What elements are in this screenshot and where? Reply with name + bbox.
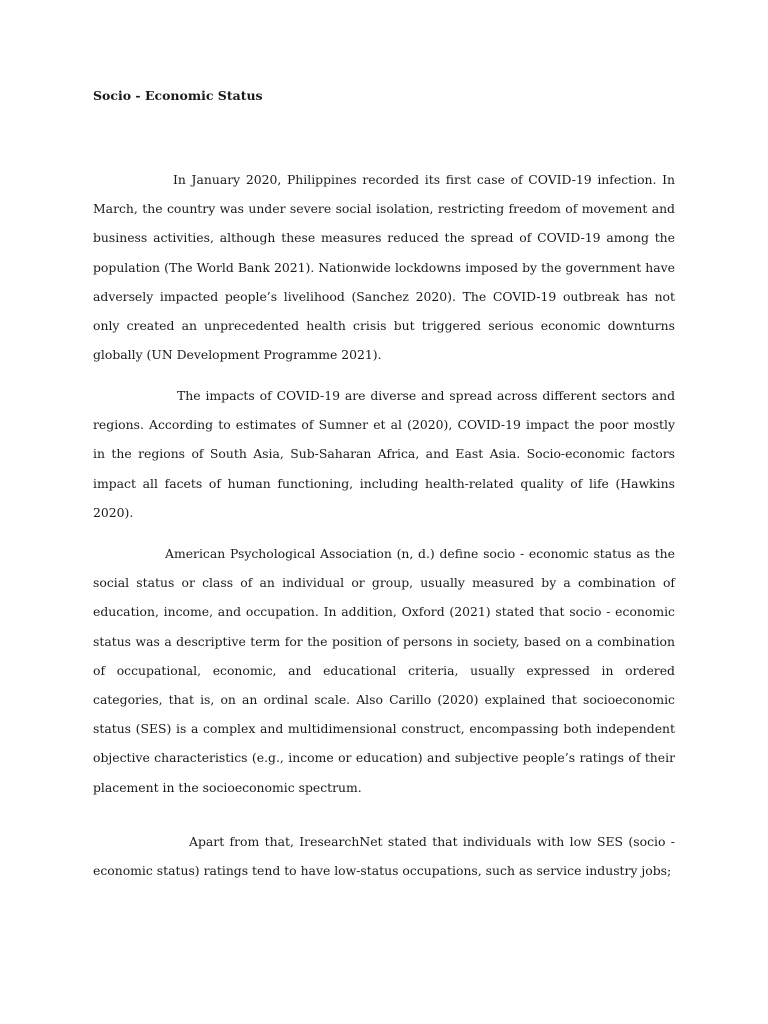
paragraph-low-ses: Apart from that, IresearchNet stated that individuals with low SES (socio - economic status) ratings tend to have low-status occupations, such as service industry jobs; bbox=[93, 834, 675, 879]
paragraph-covid-philippines: In January 2020, Philippines recorded its first case of COVID-19 infection. In March, the country was under severe social isolation, restricting freedom of movement and business activities, although these measures reduced the spread of COVID-19 among the population (The World Bank 2021). Nationwide lockdowns imposed by the government have adversely impacted people’s livelihood (Sanchez 2020). The COVID-19 outbreak has not only created an unprecedented health crisis but triggered serious economic downturns globally (UN Development Programme 2021). bbox=[93, 172, 675, 363]
paragraph-ses-definition: American Psychological Association (n, d.) define socio - economic status as the social status or class of an individual or group, usually measured by a combination of education, income, and occupation. In addition, Oxford (2021) stated that socio - economic status was a descriptive term for the position of persons in society, based on a combination of occupational, economic, and educational criteria, usually expressed in ordered categories, that is, on an ordinal scale. Also Carillo (2020) explained that socioeconomic status (SES) is a complex and multidimensional construct, encompassing both independent objective characteristics (e.g., income or education) and subjective people’s ratings of their placement in the socioeconomic spectrum. bbox=[93, 546, 675, 795]
paragraph-covid-impacts: The impacts of COVID-19 are diverse and spread across different sectors and regions. According to estimates of Sumner et al (2020), COVID-19 impact the poor mostly in the regions of South Asia, Sub-Saharan Africa, and East Asia. Socio-economic factors impact all facets of human functioning, including health-related quality of life (Hawkins 2020). bbox=[93, 388, 675, 520]
section-heading: Socio - Economic Status bbox=[93, 88, 263, 103]
